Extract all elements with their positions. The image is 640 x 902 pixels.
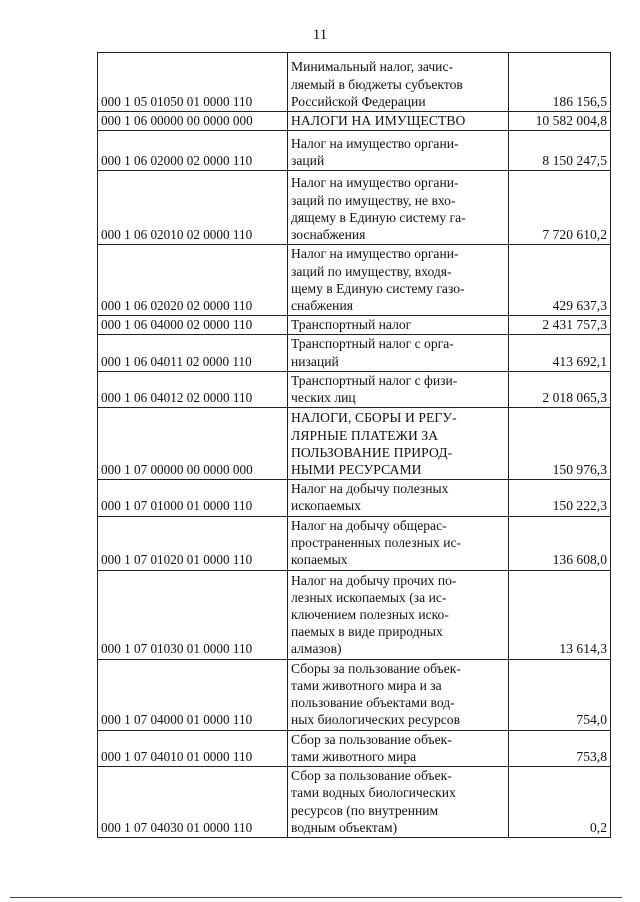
table-row (98, 659, 611, 730)
revenue-name: Транспортный налог с физи- ческих лиц (288, 371, 509, 407)
revenue-amount: 150 976,3 (509, 408, 611, 480)
budget-classification-code: 000 1 06 02010 02 0000 110 (98, 171, 288, 245)
table-row (98, 335, 611, 371)
revenue-name: Налог на добычу полезных ископаемых (288, 480, 509, 516)
revenue-name: НАЛОГИ, СБОРЫ И РЕГУ- ЛЯРНЫЕ ПЛАТЕЖИ ЗА ПОЛЬЗОВАНИЕ ПРИРОД- НЫМИ РЕСУРСАМИ (288, 408, 509, 480)
table-row (98, 131, 611, 171)
budget-classification-code: 000 1 06 04011 02 0000 110 (98, 335, 288, 371)
table-row (98, 570, 611, 659)
revenue-amount: 0,2 (509, 767, 611, 838)
revenue-name: Налог на имущество органи- заций (288, 131, 509, 171)
budget-classification-code: 000 1 07 04030 01 0000 110 (98, 767, 288, 838)
budget-revenue-table (97, 52, 611, 838)
bottom-rule (10, 897, 622, 898)
budget-classification-code: 000 1 07 01020 01 0000 110 (98, 516, 288, 570)
revenue-amount: 413 692,1 (509, 335, 611, 371)
revenue-amount: 136 608,0 (509, 516, 611, 570)
table-row (98, 316, 611, 335)
table-row (98, 408, 611, 480)
budget-classification-code: 000 1 07 01000 01 0000 110 (98, 480, 288, 516)
revenue-amount: 150 222,3 (509, 480, 611, 516)
budget-classification-code: 000 1 06 00000 00 0000 000 (98, 112, 288, 131)
revenue-amount: 2 018 065,3 (509, 371, 611, 407)
revenue-name: Сбор за пользование объек- тами животного мира (288, 730, 509, 766)
table-row (98, 767, 611, 838)
revenue-name: Транспортный налог (288, 316, 509, 335)
revenue-amount: 2 431 757,3 (509, 316, 611, 335)
budget-classification-code: 000 1 06 04000 02 0000 110 (98, 316, 288, 335)
revenue-amount: 13 614,3 (509, 570, 611, 659)
revenue-name: Сборы за пользование объек- тами животного мира и за пользование объектами вод- ных биологических ресурсов (288, 659, 509, 730)
table-row (98, 516, 611, 570)
page-number: 11 (312, 27, 328, 43)
table-row (98, 245, 611, 316)
revenue-name: Транспортный налог с орга- низаций (288, 335, 509, 371)
table-row (98, 53, 611, 112)
table-row (98, 730, 611, 766)
table-body (98, 53, 611, 838)
revenue-name: Минимальный налог, зачис- ляемый в бюджеты субъектов Российской Федерации (288, 53, 509, 112)
revenue-name: Налог на имущество органи- заций по имуществу, входя- щему в Единую систему газо- снабжения (288, 245, 509, 316)
revenue-amount: 7 720 610,2 (509, 171, 611, 245)
revenue-amount: 753,8 (509, 730, 611, 766)
table-row (98, 171, 611, 245)
revenue-name: Налог на добычу прочих по- лезных ископаемых (за ис- ключением полезных иско- паемых в виде природных алмазов) (288, 570, 509, 659)
revenue-name: НАЛОГИ НА ИМУЩЕСТВО (288, 112, 509, 131)
table-row (98, 371, 611, 407)
revenue-name: Налог на имущество органи- заций по имуществу, не вхо- дящему в Единую систему га- зоснабжения (288, 171, 509, 245)
budget-classification-code: 000 1 07 04000 01 0000 110 (98, 659, 288, 730)
budget-classification-code: 000 1 07 01030 01 0000 110 (98, 570, 288, 659)
budget-classification-code: 000 1 05 01050 01 0000 110 (98, 53, 288, 112)
revenue-name: Сбор за пользование объек- тами водных биологических ресурсов (по внутренним водным объектам) (288, 767, 509, 838)
revenue-amount: 8 150 247,5 (509, 131, 611, 171)
budget-classification-code: 000 1 06 04012 02 0000 110 (98, 371, 288, 407)
revenue-amount: 186 156,5 (509, 53, 611, 112)
budget-classification-code: 000 1 06 02020 02 0000 110 (98, 245, 288, 316)
budget-classification-code: 000 1 06 02000 02 0000 110 (98, 131, 288, 171)
table-row (98, 112, 611, 131)
table-row (98, 480, 611, 516)
budget-classification-code: 000 1 07 04010 01 0000 110 (98, 730, 288, 766)
revenue-amount: 429 637,3 (509, 245, 611, 316)
budget-classification-code: 000 1 07 00000 00 0000 000 (98, 408, 288, 480)
revenue-amount: 10 582 004,8 (509, 112, 611, 131)
revenue-name: Налог на добычу общерас- пространенных полезных ис- копаемых (288, 516, 509, 570)
revenue-amount: 754,0 (509, 659, 611, 730)
